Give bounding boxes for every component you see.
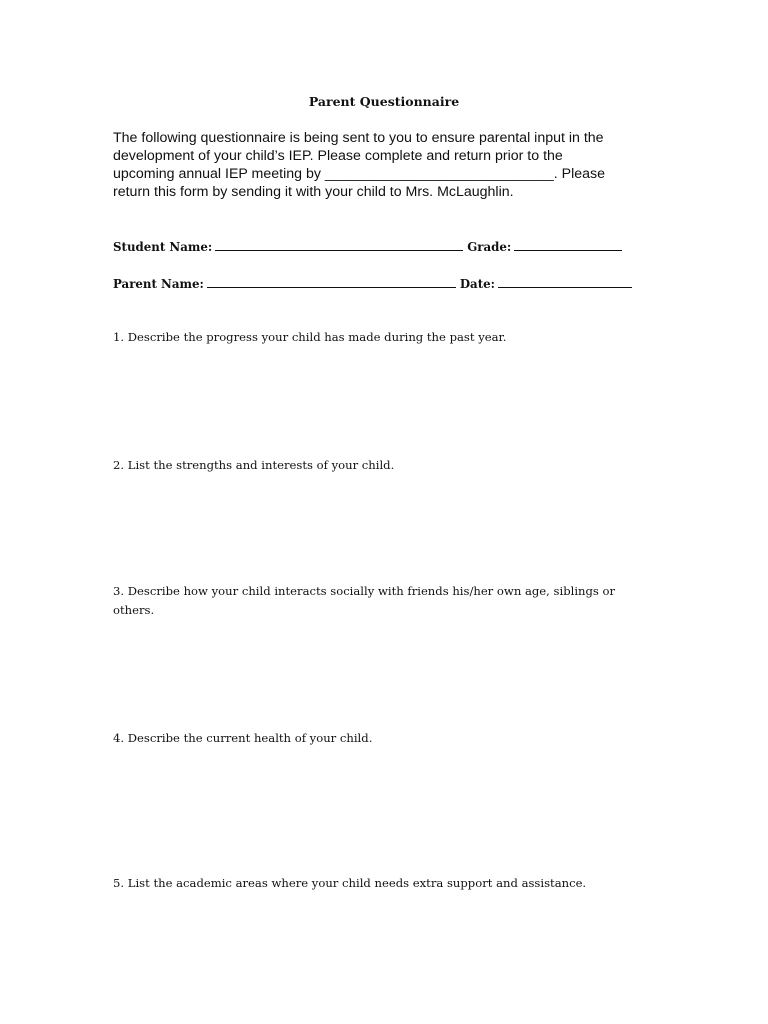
question-2: 2. List the strengths and interests of your child. bbox=[113, 458, 395, 472]
question-5: 5. List the academic areas where your child needs extra support and assistance. bbox=[113, 876, 587, 890]
parent-info-row bbox=[113, 274, 636, 293]
date-label: Date: bbox=[459, 277, 496, 291]
student-info-row bbox=[113, 237, 626, 256]
intro-line: development of your child’s IEP. Please complete and return prior to the bbox=[113, 148, 563, 164]
question-3: 3. Describe how your child interacts socially with friends his/her own age, siblings or others. bbox=[113, 584, 616, 617]
grade-field[interactable] bbox=[514, 237, 622, 251]
parent-name-label: Parent Name: bbox=[113, 277, 204, 291]
intro-line: upcoming annual IEP meeting by _____________________________. Please bbox=[113, 166, 605, 182]
grade-label: Grade: bbox=[467, 240, 512, 254]
student-name-label: Student Name: bbox=[113, 240, 213, 254]
date-field[interactable] bbox=[498, 274, 632, 288]
question-4: 4. Describe the current health of your child. bbox=[113, 731, 373, 745]
intro-paragraph bbox=[113, 129, 653, 201]
student-name-field[interactable] bbox=[215, 237, 463, 251]
parent-name-field[interactable] bbox=[207, 274, 456, 288]
intro-line: The following questionnaire is being sent to you to ensure parental input in the bbox=[113, 130, 604, 146]
question-1: 1. Describe the progress your child has made during the past year. bbox=[113, 330, 507, 344]
page-title: Parent Questionnaire bbox=[308, 94, 460, 109]
intro-line: return this form by sending it with your child to Mrs. McLaughlin. bbox=[113, 184, 514, 200]
